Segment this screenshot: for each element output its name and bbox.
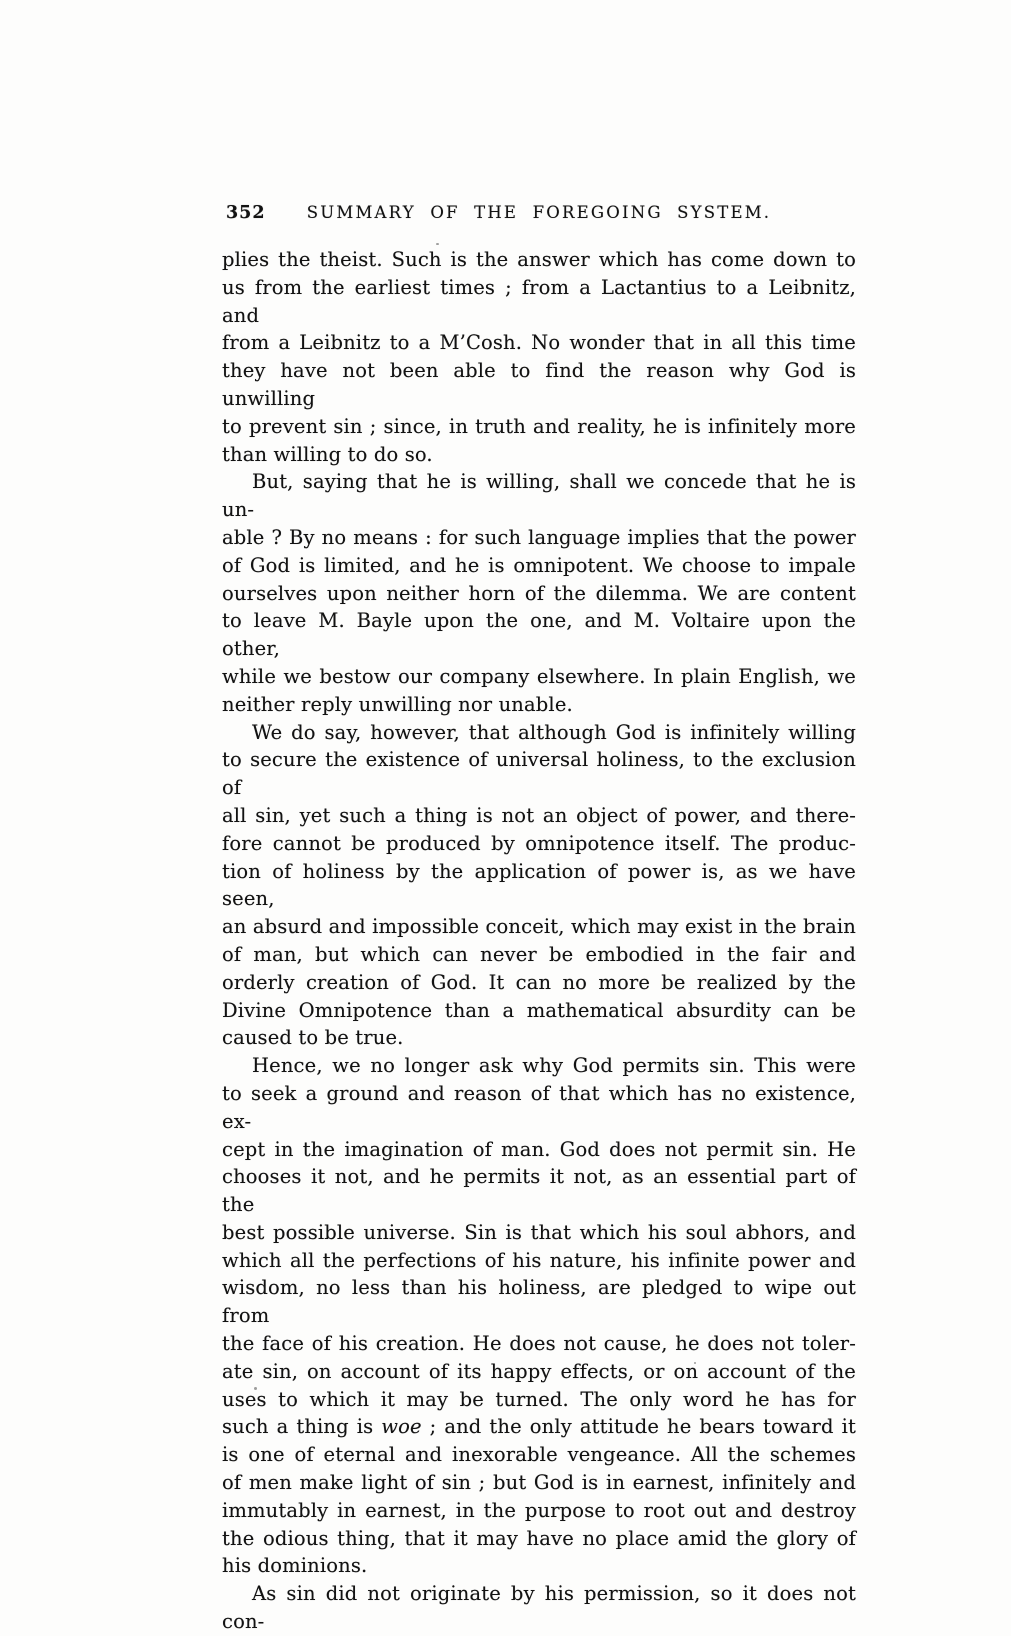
text-line: ourselves upon neither horn of the dilemma. We are content: [222, 581, 856, 605]
text-line: the face of his creation. He does not cause, he does not toler-: [222, 1332, 856, 1356]
text-column: [222, 0, 856, 1634]
text-line: Hence, we no longer ask why God permits sin. This were: [252, 1054, 856, 1078]
text-line: to secure the existence of universal holiness, to the exclusion of: [222, 748, 856, 800]
text-line: ate sin, on account of its happy effects, or on account of the: [222, 1359, 856, 1383]
text-line: tion of holiness by the application of power is, as we have seen,: [222, 859, 856, 911]
text-line: all sin, yet such a thing is not an object of power, and there-: [222, 803, 856, 827]
text-line: of man, but which can never be embodied in the fair and: [222, 942, 856, 966]
text-line: caused to be true.: [222, 1026, 404, 1050]
scan-speck: [254, 1387, 257, 1390]
scan-speck: [694, 1362, 696, 1364]
text-line: neither reply unwilling nor unable.: [222, 692, 573, 716]
text-line: wisdom, no less than his holiness, are pledged to wipe out from: [222, 1276, 856, 1328]
text-line: cept in the imagination of man. God does not permit sin. He: [222, 1137, 856, 1161]
text-line: fore cannot be produced by omnipotence itself. The produc-: [222, 831, 856, 855]
text-line: of God is limited, and he is omnipotent. We choose to impale: [222, 553, 856, 577]
text-line: Divine Omnipotence than a mathematical absurdity can be: [222, 998, 856, 1022]
text-line: best possible universe. Sin is that which his soul abhors, and: [222, 1220, 856, 1244]
text-line: the odious thing, that it may have no place amid the glory of: [222, 1526, 856, 1550]
text-line: plies the theist. Such is the answer which has come down to: [222, 248, 856, 271]
text-line: while we bestow our company elsewhere. In plain English, we: [222, 664, 856, 688]
text-line: to leave M. Bayle upon the one, and M. Voltaire upon the other,: [222, 609, 856, 661]
text-line: of men make light of sin ; but God is in earnest, infinitely and: [222, 1471, 856, 1495]
text-line: his dominions.: [222, 1554, 368, 1578]
text-line: able ? By no means : for such language implies that the power: [222, 525, 856, 549]
text-line: an absurd and impossible conceit, which may exist in the brain: [222, 915, 856, 939]
text-line: We do say, however, that although God is infinitely willing: [252, 720, 856, 744]
text-line: such a thing is woe ; and the only attitude he bears toward it: [222, 1415, 856, 1439]
text-line: they have not been able to find the reason why God is unwilling: [222, 359, 856, 410]
page-number: 352: [226, 203, 266, 223]
text-line: orderly creation of God. It can no more be realized by the: [222, 970, 856, 994]
text-line: to seek a ground and reason of that which has no existence, ex-: [222, 1081, 856, 1133]
text-line: But, saying that he is willing, shall we concede that he is un-: [222, 470, 856, 522]
text-line: As sin did not originate by his permission, so it does not con-: [222, 1582, 856, 1634]
text-line: uses to which it may be turned. The only word he has for: [222, 1387, 856, 1411]
text-line: from a Leibnitz to a M’Cosh. No wonder that in all this time: [222, 331, 856, 355]
scan-speck: [436, 243, 439, 245]
text-line: immutably in earnest, in the purpose to root out and destroy: [222, 1498, 856, 1522]
page-body: [222, 246, 856, 1636]
page-header: [222, 203, 856, 229]
text-line: than willing to do so.: [222, 442, 433, 466]
text-line: which all the perfections of his nature, his infinite power and: [222, 1248, 856, 1272]
text-line: chooses it not, and he permits it not, as an essential part of the: [222, 1165, 856, 1217]
text-line: us from the earliest times ; from a Lactantius to a Leibnitz, and: [222, 275, 856, 327]
running-header: SUMMARY OF THE FOREGOING SYSTEM.: [306, 203, 772, 222]
text-line: is one of eternal and inexorable vengeance. All the schemes: [222, 1443, 856, 1467]
text-line: to prevent sin ; since, in truth and reality, he is infinitely more: [222, 414, 856, 438]
